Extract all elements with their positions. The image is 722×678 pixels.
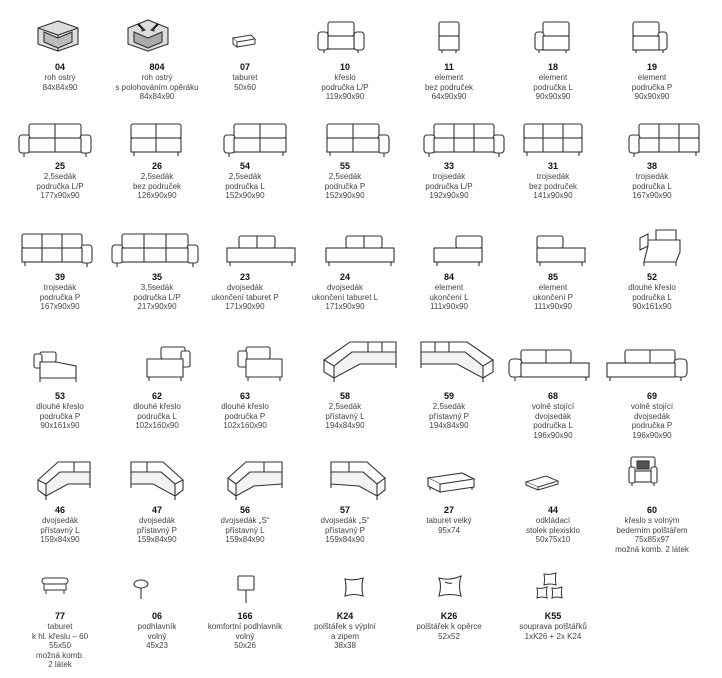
product-description-line: 84x84x90 xyxy=(139,92,175,101)
product-code: 69 xyxy=(646,391,657,401)
product-description-line: 84x84x90 xyxy=(42,82,78,92)
product-description-line: dvojsedák xyxy=(633,411,671,421)
product-code: 166 xyxy=(237,611,253,621)
product-description-line: trojsedák xyxy=(635,172,669,181)
back-cushion-icon xyxy=(437,574,463,598)
chaise-right-icon xyxy=(32,350,80,388)
product-code: 27 xyxy=(443,505,454,515)
product-label xyxy=(602,505,702,554)
product-label xyxy=(503,505,603,545)
product-description-line: 159x84x90 xyxy=(40,535,80,544)
product-description-line: polštářek s výplní xyxy=(314,622,376,631)
product-code: 56 xyxy=(239,505,250,515)
sofa-s-right-icon xyxy=(327,456,389,504)
product-description-line: područka L xyxy=(533,82,573,92)
product-code: 55 xyxy=(339,161,350,171)
corner-sofa-left-icon xyxy=(320,336,400,386)
product-label xyxy=(295,505,395,545)
product-label xyxy=(295,391,395,431)
free-headrest-icon xyxy=(132,578,150,600)
product-label xyxy=(399,272,499,312)
product-description-line: područka L/P xyxy=(36,181,84,191)
product-description-line: přístavný L xyxy=(325,411,365,421)
sofa-2-add-on-left-icon xyxy=(34,456,94,504)
product-description-line: 159x84x90 xyxy=(225,535,265,544)
product-description-line: bez područek xyxy=(132,181,182,191)
product-description-line: 75x85x97 xyxy=(634,535,670,544)
product-label xyxy=(295,611,395,651)
product-description-line: přístavný P xyxy=(136,525,177,535)
product-description-line: dlouhé křeslo xyxy=(36,402,84,411)
product-code: 804 xyxy=(149,62,165,72)
product-description-line: ukončení taburet P xyxy=(211,292,279,302)
product-label xyxy=(195,62,295,92)
end-element-left-icon xyxy=(432,234,484,268)
product-description-line: područka L xyxy=(632,292,672,302)
product-description-line: přístavný L xyxy=(40,525,80,535)
product-description-line: 95x74 xyxy=(438,525,460,535)
product-description-line: bez područek xyxy=(528,181,578,191)
chaise-left-icon xyxy=(636,228,684,270)
product-code: 23 xyxy=(239,272,250,282)
product-description-line: bederním polštářem xyxy=(616,525,688,535)
product-description-line: bez područek xyxy=(424,82,474,92)
product-label xyxy=(295,161,395,201)
product-description-line: dvojsedák xyxy=(534,411,572,421)
product-label xyxy=(399,161,499,201)
product-description-line: 55x50 xyxy=(49,641,71,650)
product-code: 19 xyxy=(646,62,657,72)
product-description-line: ukončení taburet L xyxy=(311,292,379,302)
product-code: K26 xyxy=(440,611,458,621)
product-description-line: křeslo s volným xyxy=(624,516,680,525)
product-code: K24 xyxy=(336,611,354,621)
product-description-line: ukončení L xyxy=(429,292,469,302)
product-description-line: dvojsedák „S“ xyxy=(320,516,370,525)
product-description-line: možná komb. xyxy=(35,650,85,660)
plexiglass-table-icon xyxy=(524,474,560,492)
product-code: 58 xyxy=(339,391,350,401)
product-description-line: element xyxy=(434,73,464,82)
product-code: 33 xyxy=(443,161,454,171)
product-description-line: 194x84x90 xyxy=(429,421,469,430)
product-code: 60 xyxy=(646,505,657,515)
product-description-line: 167x90x90 xyxy=(632,191,672,200)
product-description-line: 194x84x90 xyxy=(325,421,365,430)
product-code: 24 xyxy=(339,272,350,282)
product-description-line: a zipem xyxy=(330,631,359,641)
product-label xyxy=(195,505,295,545)
product-description-line: područka L/P xyxy=(133,292,181,302)
product-description-line: 102x160x90 xyxy=(135,421,179,430)
product-description-line: ukončení P xyxy=(532,292,574,302)
product-description-line: souprava polštářků xyxy=(519,622,587,631)
product-code: 25 xyxy=(54,161,65,171)
large-ottoman-icon xyxy=(426,470,476,496)
product-code: 84 xyxy=(443,272,454,282)
product-description-line: taburet xyxy=(47,622,73,631)
sofa-2-add-on-right-icon xyxy=(127,456,187,504)
product-label xyxy=(602,272,702,312)
product-code: 63 xyxy=(239,391,250,401)
element-left-arm-icon xyxy=(533,20,571,54)
product-description-line: 52x52 xyxy=(438,631,460,641)
product-description-line: volný xyxy=(235,631,255,641)
product-description-line: dlouhé křeslo xyxy=(628,283,676,292)
element-right-arm-icon xyxy=(631,20,669,54)
product-description-line: element xyxy=(538,73,568,82)
product-label xyxy=(10,611,110,670)
product-label xyxy=(107,62,207,102)
product-description-line: 2,5sedák xyxy=(328,172,362,181)
product-description-line: volně stojící xyxy=(531,402,575,411)
product-description-line: dvojsedák xyxy=(138,516,176,525)
product-label xyxy=(10,62,110,92)
product-label xyxy=(10,391,110,431)
product-description-line: područka P xyxy=(224,411,266,421)
sofa-s-left-icon xyxy=(224,456,286,504)
product-label xyxy=(399,611,499,641)
product-description-line: područka L xyxy=(533,421,573,430)
product-label xyxy=(399,505,499,535)
product-description-line: područka L xyxy=(225,181,265,191)
product-label xyxy=(503,272,603,312)
product-description-line: 38x38 xyxy=(334,641,356,650)
product-code: 46 xyxy=(54,505,65,515)
product-description-line: taburet velký xyxy=(426,516,472,525)
product-description-line: odkládací xyxy=(535,516,571,525)
product-description-line: roh ostrý xyxy=(141,73,173,82)
product-description-line: stolek plexisklo xyxy=(526,525,580,535)
product-label xyxy=(195,611,295,651)
product-description-line: přístavný L xyxy=(225,525,265,535)
sofa-2-end-ottoman-left-icon xyxy=(324,234,396,268)
product-description-line: područka L/P xyxy=(425,181,473,191)
product-description-line: 1xK26 + 2x K24 xyxy=(524,631,582,641)
sofa-3-5-icon xyxy=(110,232,200,268)
product-description-line: s polohováním opěráku xyxy=(115,82,199,92)
product-description-line: 2,5sedák xyxy=(328,402,362,411)
product-code: 47 xyxy=(151,505,162,515)
product-description-line: 119x90x90 xyxy=(325,92,365,101)
product-description-line: volně stojící xyxy=(630,402,674,411)
sofa-2-5-no-arms-icon xyxy=(129,122,183,158)
product-description-line: 196x90x90 xyxy=(632,430,672,440)
sofa-3-right-arm-icon xyxy=(20,232,94,268)
product-code: 39 xyxy=(54,272,65,282)
product-description-line: 126x90x90 xyxy=(137,191,177,200)
product-label xyxy=(195,161,295,201)
product-description-line: 3,5sedák xyxy=(140,283,174,292)
product-code: 85 xyxy=(547,272,558,282)
product-code: 35 xyxy=(151,272,162,282)
cushion-set-icon xyxy=(536,572,564,600)
product-description-line: 217x90x90 xyxy=(137,302,177,311)
product-code: 59 xyxy=(443,391,454,401)
product-code: 04 xyxy=(54,62,65,72)
product-description-line: komfortní podhlavník xyxy=(207,622,283,631)
product-description-line: trojsedák xyxy=(432,172,466,181)
product-label xyxy=(602,62,702,102)
end-element-right-icon xyxy=(535,234,587,268)
product-description-line: 152x90x90 xyxy=(225,191,265,200)
sofa-2-end-ottoman-icon xyxy=(225,234,297,268)
product-description-line: 171x90x90 xyxy=(325,302,365,311)
product-label xyxy=(195,391,295,431)
product-label xyxy=(295,62,395,102)
product-description-line: područka L xyxy=(137,411,177,421)
armchair-icon xyxy=(316,20,366,54)
chaise-wide-right-icon xyxy=(236,345,286,385)
product-description-line: područka P xyxy=(631,421,673,430)
sofa-3-icon xyxy=(422,122,506,158)
product-description-line: 2 látek xyxy=(48,660,72,669)
ottoman-icon xyxy=(231,33,257,49)
product-label xyxy=(399,391,499,431)
corner-chair-icon xyxy=(34,18,82,56)
product-code: 54 xyxy=(239,161,250,171)
product-description-line: 64x90x90 xyxy=(431,92,467,101)
product-description-line: 159x84x90 xyxy=(325,535,365,544)
product-label xyxy=(107,391,207,431)
product-label xyxy=(295,272,395,312)
product-label xyxy=(195,272,295,312)
product-description-line: polštářek k opěrce xyxy=(416,622,482,631)
product-description-line: k hl. křeslu – 60 xyxy=(31,631,89,641)
comfort-headrest-icon xyxy=(236,574,256,604)
product-description-line: element xyxy=(538,283,568,292)
armchair-free-cushion-icon xyxy=(627,455,659,487)
product-description-line: područka L xyxy=(632,181,672,191)
product-description-line: možná komb. 2 látek xyxy=(615,544,689,554)
product-code: 26 xyxy=(151,161,162,171)
product-description-line: 171x90x90 xyxy=(225,302,265,311)
product-description-line: podhlavník xyxy=(137,622,177,631)
freestanding-sofa-left-icon xyxy=(507,348,591,384)
product-description-line: 111x90x90 xyxy=(430,302,468,311)
product-description-line: element xyxy=(637,73,667,82)
product-description-line: 50x75x10 xyxy=(535,535,571,544)
product-description-line: 177x90x90 xyxy=(40,191,80,200)
product-description-line: područka P xyxy=(39,292,81,302)
product-description-line: 45x23 xyxy=(146,641,168,650)
product-label xyxy=(503,62,603,102)
product-label xyxy=(10,505,110,545)
sofa-2-5-right-arm-icon xyxy=(325,122,391,158)
zip-cushion-icon xyxy=(343,576,365,598)
product-code: 10 xyxy=(339,62,350,72)
product-label xyxy=(107,272,207,312)
corner-sofa-right-icon xyxy=(417,336,497,386)
product-label xyxy=(503,161,603,201)
product-description-line: trojsedák xyxy=(536,172,570,181)
product-description-line: 167x90x90 xyxy=(40,302,80,311)
product-code: 77 xyxy=(54,611,65,621)
product-label xyxy=(10,272,110,312)
product-code: 38 xyxy=(646,161,657,171)
product-description-line: 50x26 xyxy=(234,641,256,650)
sofa-2-5-left-arm-icon xyxy=(222,122,288,158)
product-description-line: 90x161x90 xyxy=(632,302,672,311)
product-code: 31 xyxy=(547,161,558,171)
product-description-line: 141x90x90 xyxy=(533,191,573,200)
product-code: 44 xyxy=(547,505,558,515)
product-description-line: 102x160x90 xyxy=(223,421,267,430)
product-description-line: 196x90x90 xyxy=(533,430,573,440)
product-label xyxy=(107,611,207,651)
product-description-line: 2,5sedák xyxy=(432,402,466,411)
product-description-line: dvojsedák xyxy=(226,283,264,292)
product-description-line: 2,5sedák xyxy=(43,172,77,181)
product-description-line: 90x90x90 xyxy=(634,92,670,101)
product-description-line: područka L/P xyxy=(321,82,369,92)
product-description-line: křeslo xyxy=(334,73,356,82)
product-description-line: element xyxy=(434,283,464,292)
product-code: 53 xyxy=(54,391,65,401)
product-code: 07 xyxy=(239,62,250,72)
product-description-line: přístavný P xyxy=(428,411,469,421)
product-description-line: područka P xyxy=(324,181,366,191)
chaise-wide-left-icon xyxy=(143,345,193,385)
product-code: 68 xyxy=(547,391,558,401)
product-description-line: 50x60 xyxy=(234,82,256,92)
product-description-line: područka P xyxy=(631,82,673,92)
product-description-line: dvojsedák „S“ xyxy=(220,516,270,525)
sofa-3-left-arm-icon xyxy=(627,122,701,158)
product-description-line: volný xyxy=(147,631,167,641)
product-label xyxy=(503,391,603,440)
product-description-line: 192x90x90 xyxy=(429,191,469,200)
product-code: K55 xyxy=(544,611,562,621)
product-description-line: roh ostrý xyxy=(44,73,76,82)
product-label xyxy=(602,161,702,201)
product-label xyxy=(399,62,499,102)
product-description-line: dlouhé křeslo xyxy=(221,402,269,411)
sofa-3-no-arms-icon xyxy=(522,122,584,158)
product-description-line: dvojsedák xyxy=(41,516,79,525)
product-code: 52 xyxy=(646,272,657,282)
product-description-line: dvojsedák xyxy=(326,283,364,292)
sofa-2-5-icon xyxy=(17,122,93,158)
product-description-line: područka P xyxy=(39,411,81,421)
product-code: 62 xyxy=(151,391,162,401)
product-description-line: trojsedák xyxy=(43,283,77,292)
product-label xyxy=(602,391,702,440)
product-description-line: 152x90x90 xyxy=(325,191,365,200)
reclining-corner-chair-icon xyxy=(124,16,172,56)
product-description-line: 2,5sedák xyxy=(140,172,174,181)
product-description-line: 90x161x90 xyxy=(40,421,80,430)
product-description-line: 159x84x90 xyxy=(137,535,177,544)
product-label xyxy=(10,161,110,201)
product-description-line: dlouhé křeslo xyxy=(133,402,181,411)
product-description-line: taburet xyxy=(232,73,258,82)
product-code: 11 xyxy=(444,62,454,72)
product-code: 57 xyxy=(339,505,350,515)
seat-element-icon xyxy=(437,20,461,54)
footstool-icon xyxy=(40,576,70,596)
product-description-line: 2,5sedák xyxy=(228,172,262,181)
product-label xyxy=(503,611,603,641)
product-code: 06 xyxy=(151,611,162,621)
product-description-line: přístavný P xyxy=(324,525,365,535)
freestanding-sofa-right-icon xyxy=(605,348,689,384)
product-label xyxy=(107,161,207,201)
product-description-line: 90x90x90 xyxy=(535,92,571,101)
product-code: 18 xyxy=(547,62,558,72)
product-label xyxy=(107,505,207,545)
product-description-line: 111x90x90 xyxy=(534,302,572,311)
